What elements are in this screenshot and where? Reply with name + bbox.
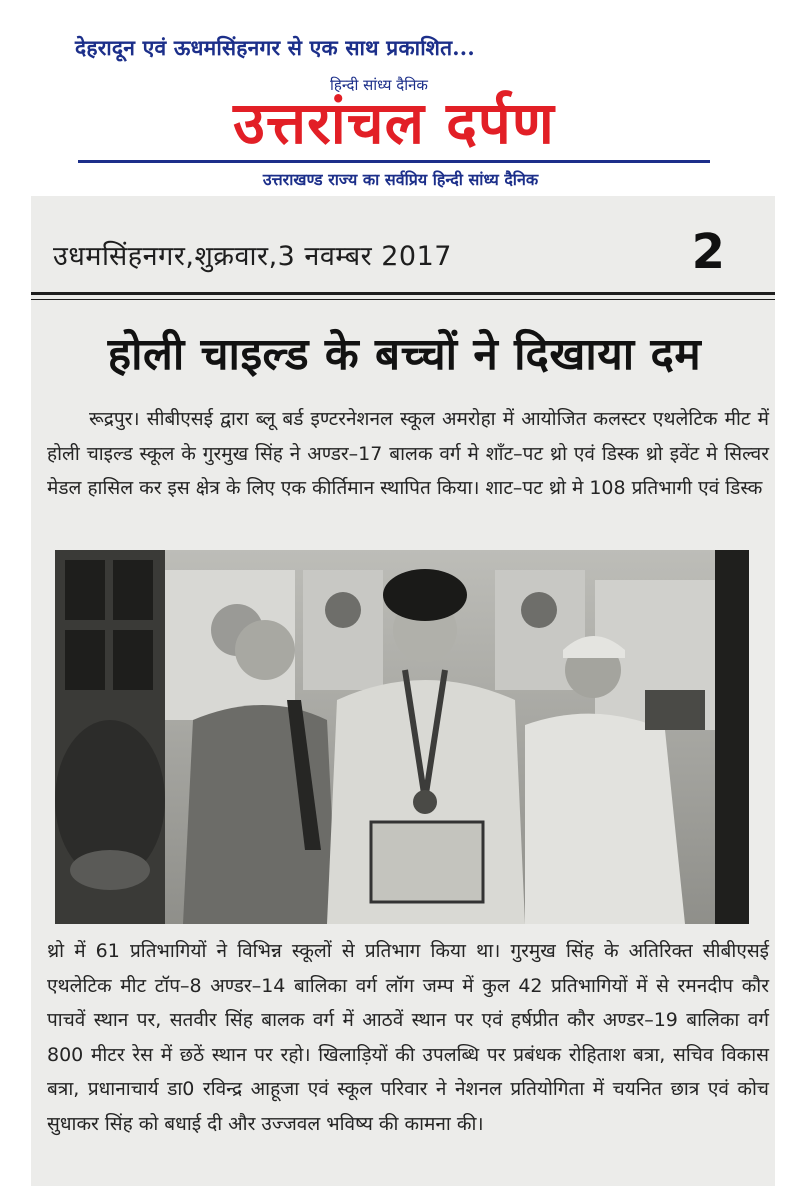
masthead-divider — [78, 160, 710, 163]
masthead-subtitle: हिन्दी सांध्य दैनिक — [330, 76, 428, 94]
article-headline: होली चाइल्ड के बच्चों ने दिखाया दम — [107, 329, 702, 380]
page-number: 2 — [691, 224, 725, 280]
newspaper-logo — [78, 89, 710, 158]
masthead-tagline-bottom: उत्तराखण्ड राज्य का सर्वप्रिय हिन्दी सांध्य दैनिक — [262, 170, 539, 189]
header-rule-thin — [31, 299, 775, 300]
award-photo-illustration — [55, 550, 749, 924]
article-photo — [55, 550, 749, 924]
article-body-bottom: थ्रो में 61 प्रतिभागियों ने विभिन्न स्कूलों से प्रतिभाग किया था। गुरमुख सिंह के अतिरिक्त सीबीएसई एथलेटिक मीट टॉप–8 अण्डर–14 बालिका वर्ग लॉग जम्प में कुल 42 प्रतिभागियों में से रमनदीप कौर पाचवें स्थान पर, सतवीर सिंह बालक वर्ग में आठवें स्थान पर एवं हर्षप्रीत कौर अण्डर–19 बालिका वर्ग 800 मीटर रेस में छठें स्थान पर रहो। खिलाड़ियों की उपलब्धि पर प्रबंधक रोहिताश बत्रा, सचिव विकास बत्रा, प्रधानाचार्य डा0 रविन्द्र आहूजा एवं स्कूल परिवार ने नेशनल प्रतियोगिता में चयनित छात्र एवं कोच सुधाकर सिंह को बधाई दी और उज्जवल भविष्य की कामना की। — [47, 940, 769, 1135]
newspaper-clipping — [31, 196, 775, 1186]
masthead-tagline-top: देहरादून एवं ऊधमसिंहनगर से एक साथ प्रकाशित... — [75, 35, 475, 60]
article-body-top: रूद्रपुर। सीबीएसई द्वारा ब्लू बर्ड इण्टरनेशनल स्कूल अमरोहा में आयोजित कलस्टर एथलेटिक मीट में होली चाइल्ड स्कूल के गुरमुख सिंह ने अण्डर–17 बालक वर्ग मे शाँट–पट थ्रो एवं डिस्क थ्रो इवेंट मे सिल्वर मेडल हासिल कर इस क्षेत्र के लिए एक कीर्तिमान स्थापित किया। शाट–पट थ्रो मे 108 प्रतिभागी एवं डिस्क — [47, 408, 769, 499]
newspaper-masthead — [0, 0, 801, 196]
dateline: उधमसिंहनगर,शुक्रवार,3 नवम्बर 2017 — [53, 241, 452, 272]
header-rule-thick — [31, 292, 775, 295]
newspaper-logo-text: उत्तरांचल दर्पण — [233, 89, 555, 157]
